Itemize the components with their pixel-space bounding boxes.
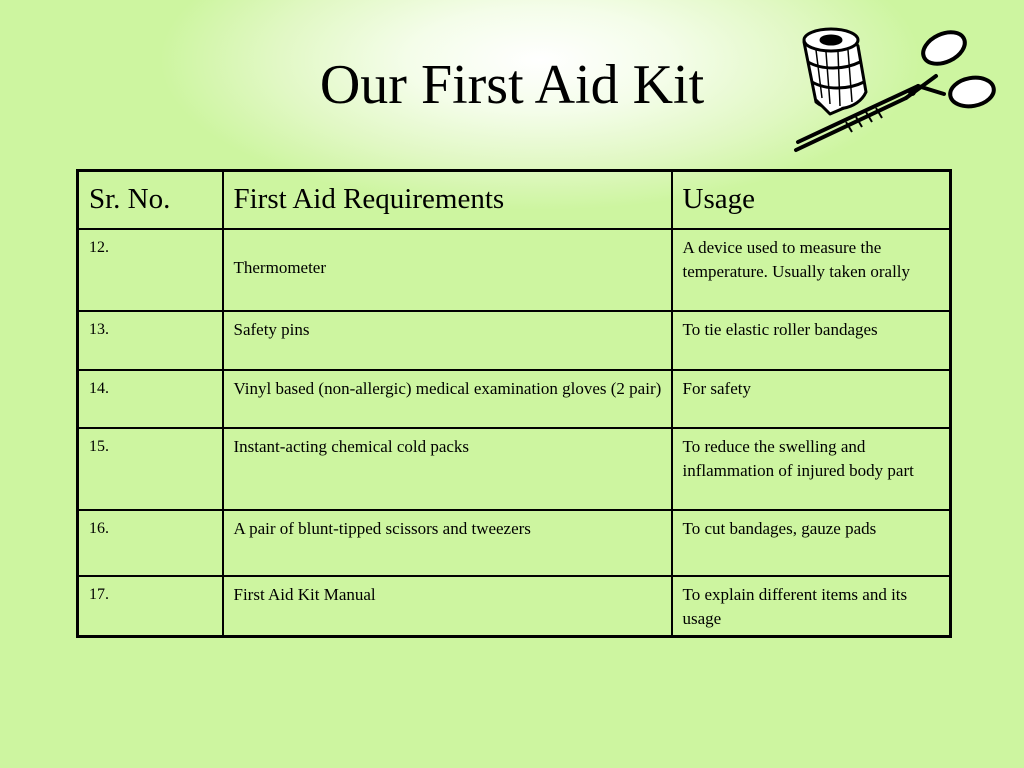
header-sr-no: Sr. No. <box>78 171 223 230</box>
table-row <box>78 229 951 311</box>
table-header-row <box>78 171 951 230</box>
row-sr-no: 13. <box>78 311 223 370</box>
row-requirement: A pair of blunt-tipped scissors and tweezers <box>223 510 672 576</box>
table-row <box>78 510 951 576</box>
row-requirement: Thermometer <box>223 229 672 311</box>
row-usage: For safety <box>672 370 951 428</box>
table-row <box>78 428 951 510</box>
row-sr-no: 15. <box>78 428 223 510</box>
header-usage: Usage <box>672 171 951 230</box>
scissors-pivot <box>908 88 916 96</box>
row-sr-no: 16. <box>78 510 223 576</box>
first-aid-kit-table <box>76 169 952 638</box>
row-requirement: First Aid Kit Manual <box>223 576 672 637</box>
row-usage: To tie elastic roller bandages <box>672 311 951 370</box>
row-requirement: Vinyl based (non-allergic) medical examination gloves (2 pair) <box>223 370 672 428</box>
row-usage: A device used to measure the temperature. Usually taken orally <box>672 229 951 311</box>
table-row <box>78 311 951 370</box>
row-usage: To reduce the swelling and inflammation of injured body part <box>672 428 951 510</box>
row-requirement: Safety pins <box>223 311 672 370</box>
row-usage: To cut bandages, gauze pads <box>672 510 951 576</box>
row-requirement: Instant-acting chemical cold packs <box>223 428 672 510</box>
bandage-scissors-icon <box>786 22 1002 162</box>
table-row <box>78 370 951 428</box>
header-requirements: First Aid Requirements <box>223 171 672 230</box>
row-usage: To explain different items and its usage <box>672 576 951 637</box>
slide-title: Our First Aid Kit <box>319 54 705 116</box>
table-row <box>78 576 951 637</box>
row-sr-no: 14. <box>78 370 223 428</box>
row-sr-no: 17. <box>78 576 223 637</box>
row-sr-no: 12. <box>78 229 223 311</box>
